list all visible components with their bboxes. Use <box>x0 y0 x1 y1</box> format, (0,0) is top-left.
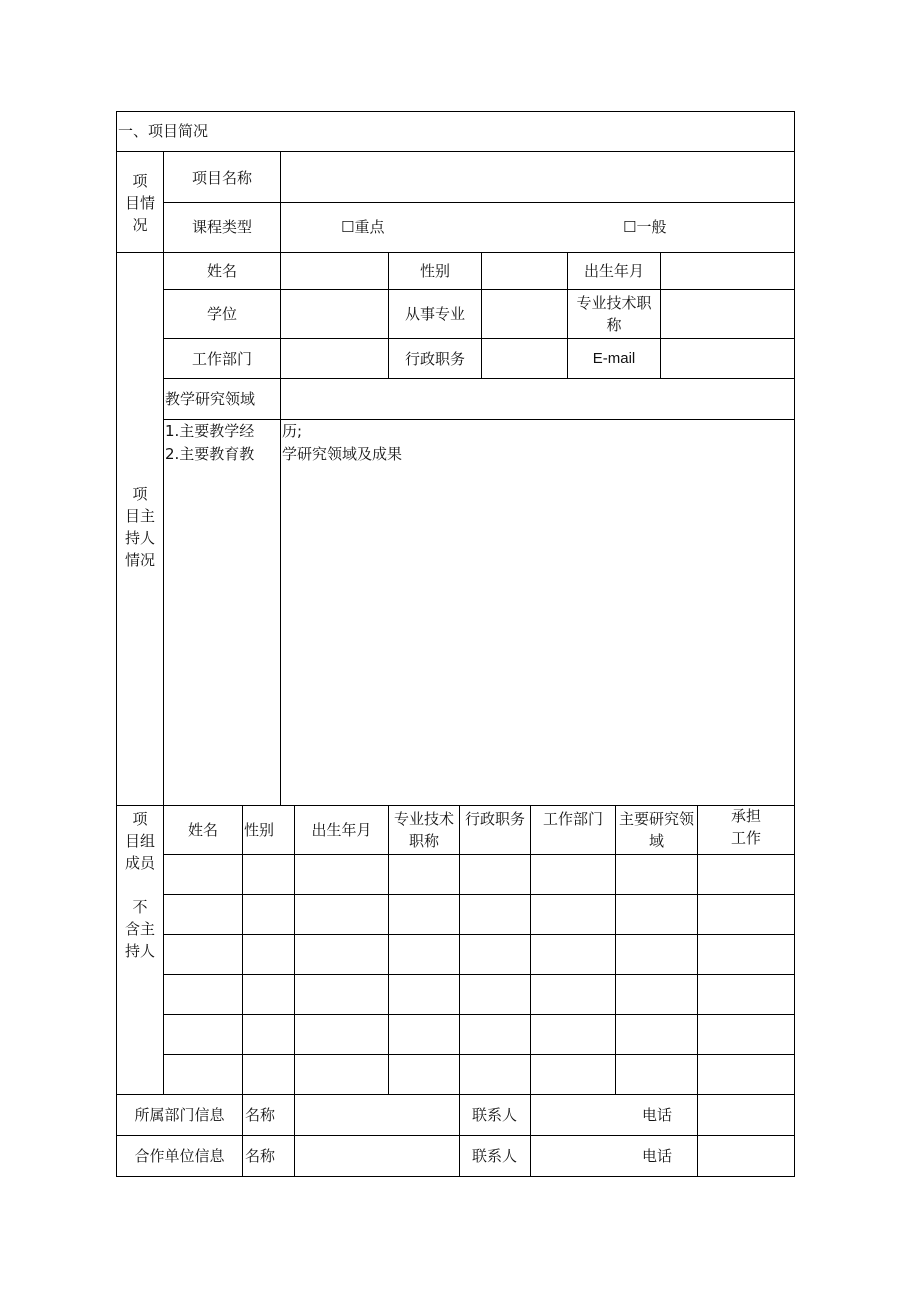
member-header-birth: 出生年月 <box>311 821 372 839</box>
side-label-line: 持人 <box>124 942 155 960</box>
host-major-label: 从事专业 <box>404 305 465 323</box>
host-dept-field[interactable] <box>281 339 388 378</box>
dept-phone-label: 电话 <box>642 1106 673 1124</box>
member-header-title <box>389 808 459 852</box>
side-label-line: 项 <box>132 485 148 503</box>
host-degree-field[interactable] <box>281 290 388 338</box>
side-label-line: 项 <box>132 810 148 828</box>
project-info-side-label <box>117 170 163 236</box>
partner-name-label: 名称 <box>245 1147 276 1165</box>
member-header-title-line: 专业技术 <box>393 810 454 828</box>
side-label-line: 含主 <box>124 920 155 938</box>
host-dept-label: 工作部门 <box>191 350 252 368</box>
host-title-label <box>568 292 660 336</box>
host-gender-label: 性别 <box>419 262 450 280</box>
member-header-field-line: 域 <box>648 832 664 850</box>
member-header-title-line: 职称 <box>408 832 439 850</box>
host-side-label <box>117 483 163 571</box>
project-name-field[interactable] <box>281 152 794 202</box>
dept-phone-field[interactable] <box>698 1095 794 1135</box>
experience-field[interactable] <box>281 468 794 804</box>
member-header-work-line: 工作 <box>730 829 761 847</box>
side-label-line: 况 <box>132 216 148 234</box>
side-label-line: 情况 <box>124 551 155 569</box>
members-side-label <box>117 808 163 962</box>
member-row[interactable] <box>164 975 794 1014</box>
side-label-line: 目主 <box>124 507 155 525</box>
side-label-line: 不 <box>132 898 148 916</box>
member-header-admin: 行政职务 <box>464 810 525 828</box>
side-label-line: 项 <box>132 172 148 190</box>
member-header-dept: 工作部门 <box>542 810 603 828</box>
partner-info-label: 合作单位信息 <box>134 1147 225 1165</box>
project-name-label: 项目名称 <box>191 169 252 187</box>
member-row[interactable] <box>164 1015 794 1054</box>
host-title-field[interactable] <box>661 290 794 338</box>
rule <box>116 805 795 806</box>
host-admin-label: 行政职务 <box>404 350 465 368</box>
member-row[interactable] <box>164 935 794 974</box>
table-border-top <box>116 111 795 112</box>
table-border-bottom <box>116 1176 795 1177</box>
member-header-field-line: 主要研究领 <box>618 810 694 828</box>
section-title: 一、项目简况 <box>118 122 209 140</box>
member-row[interactable] <box>164 855 794 894</box>
host-birth-field[interactable] <box>661 253 794 289</box>
member-header-gender: 性别 <box>243 821 274 839</box>
host-admin-field[interactable] <box>482 339 567 378</box>
member-header-name: 姓名 <box>187 821 218 839</box>
experience-line1-left: 1.主要教学经 <box>165 422 255 440</box>
side-label-line: 成员 <box>124 854 155 872</box>
side-label-line: 目组 <box>124 832 155 850</box>
host-email-field[interactable] <box>661 339 794 378</box>
partner-phone-label: 电话 <box>642 1147 673 1165</box>
partner-name-field[interactable] <box>295 1136 459 1176</box>
rule <box>163 202 795 203</box>
dept-name-label: 名称 <box>245 1106 276 1124</box>
dept-name-field[interactable] <box>295 1095 459 1135</box>
host-email-label: E-mail <box>592 350 636 367</box>
table-border-left <box>116 111 117 1177</box>
partner-contact-label: 联系人 <box>472 1147 518 1165</box>
host-title-label-line: 称 <box>606 316 622 334</box>
member-header-work-line: 承担 <box>730 807 761 825</box>
member-row[interactable] <box>164 1055 794 1094</box>
option-general-checkbox[interactable]: ☐一般 <box>623 218 667 236</box>
side-label-line <box>117 874 163 896</box>
experience-line1-right: 历; <box>282 422 303 440</box>
dept-contact-field[interactable] <box>531 1095 615 1135</box>
partner-phone-field[interactable] <box>698 1136 794 1176</box>
member-header-field <box>616 808 697 852</box>
host-name-field[interactable] <box>281 253 388 289</box>
rule <box>163 419 795 420</box>
host-gender-field[interactable] <box>482 253 567 289</box>
host-degree-label: 学位 <box>206 305 237 323</box>
experience-line2-right: 学研究领域及成果 <box>282 445 403 463</box>
course-type-label: 课程类型 <box>191 218 252 236</box>
member-header-work <box>698 805 794 849</box>
option-key-checkbox[interactable]: ☐重点 <box>341 218 385 236</box>
host-title-label-line: 专业技术职 <box>576 294 652 312</box>
dept-contact-label: 联系人 <box>472 1106 518 1124</box>
teaching-field-label: 教学研究领域 <box>165 390 256 408</box>
table-border-right <box>794 111 795 1177</box>
host-major-field[interactable] <box>482 290 567 338</box>
experience-line2-left: 2.主要教育教 <box>165 445 255 463</box>
side-label-line: 目情 <box>124 194 155 212</box>
member-row[interactable] <box>164 895 794 934</box>
side-label-line: 持人 <box>124 529 155 547</box>
teaching-field-field[interactable] <box>281 379 794 419</box>
partner-contact-field[interactable] <box>531 1136 615 1176</box>
host-birth-label: 出生年月 <box>583 262 644 280</box>
host-name-label: 姓名 <box>206 262 237 280</box>
dept-info-label: 所属部门信息 <box>134 1106 225 1124</box>
